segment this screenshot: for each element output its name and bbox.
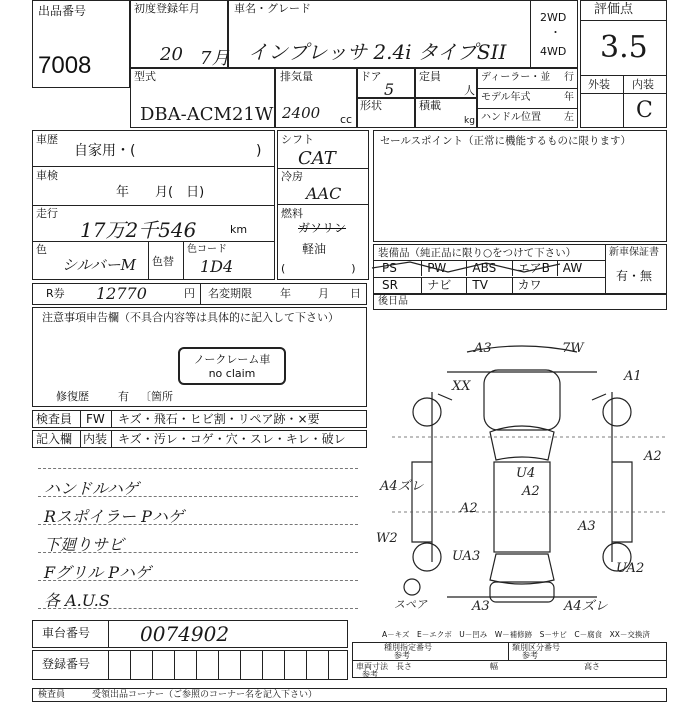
exterior-label: 外装 xyxy=(588,78,610,91)
post-fit-label: 後日品 xyxy=(378,296,408,307)
mark-4: XX xyxy=(452,379,471,394)
mark-15: A4ズレ xyxy=(564,599,608,614)
shape-label: 形状 xyxy=(360,99,382,112)
legend: A－キズ E－エクボ U－凹み W－補修跡 S－サビ C－腐食 XX－交換済 xyxy=(382,630,650,639)
stamp-line-2: no claim xyxy=(208,367,256,380)
mileage-value: 17万2千546 xyxy=(80,218,197,242)
post-fit-box xyxy=(373,294,667,310)
shift-value: CAT xyxy=(298,148,336,169)
load-label: 積載 xyxy=(419,99,441,112)
mark-5: A2 xyxy=(644,449,662,464)
fuel-gas: ガソリン xyxy=(298,221,347,235)
name-change-label: 名変期限 xyxy=(208,287,252,300)
shift-label: シフト xyxy=(281,133,314,146)
fuel-label: 燃料 xyxy=(281,207,303,220)
spec-ref: 参考 xyxy=(394,651,410,660)
registration-label: 登録番号 xyxy=(42,657,91,671)
equipment-strike xyxy=(370,258,570,278)
right-side xyxy=(612,392,632,562)
mark-8: A2 xyxy=(522,484,540,499)
model-year-unit: 年 xyxy=(564,92,574,103)
inspector-label: 検査員 xyxy=(36,412,73,426)
history-value: 自家用・( xyxy=(74,143,136,159)
mileage-label: 走行 xyxy=(36,207,58,220)
handle-label: ハンドル位置 xyxy=(481,112,541,123)
mirror-r xyxy=(592,394,606,400)
equipment-title: 装備品（純正品に限り○をつけて下さい） xyxy=(378,247,577,259)
recycle-label: R券 xyxy=(46,287,65,300)
ac-value: AAC xyxy=(306,184,342,203)
first-reg-month: 7月 xyxy=(200,48,230,69)
displacement-value: 2400 xyxy=(282,104,321,122)
repair-label: 修復歴 xyxy=(56,390,89,403)
chassis-label: 車台番号 xyxy=(42,626,91,640)
wheel-rl xyxy=(413,543,441,571)
front-windshield xyxy=(490,426,554,460)
equipment-item-bottom-0: SR xyxy=(382,278,398,292)
lot-number: 7008 xyxy=(38,52,92,79)
entry-text: キズ・汚レ・コゲ・穴・スレ・キレ・破レ xyxy=(118,432,346,446)
interior-value: C xyxy=(636,98,653,123)
equipment-item-top-2: ABS xyxy=(472,261,497,275)
equipment-item-top-1: PW xyxy=(427,261,447,275)
inspector-text: キズ・飛石・ヒビ割・リペア跡・×要 xyxy=(118,412,320,426)
fuel-diesel: 軽油 xyxy=(302,242,327,256)
height-label: 高さ xyxy=(584,662,600,671)
inspector-bottom: 検査員 xyxy=(38,690,66,700)
grade-value: 3.5 xyxy=(600,30,648,65)
model-year-label: モデル年式 xyxy=(481,92,531,103)
doors-value: 5 xyxy=(384,80,395,99)
mark-9: A2 xyxy=(460,501,478,516)
drive-4wd: 4WD xyxy=(540,45,567,58)
handle-unit: 左 xyxy=(564,112,574,123)
hood xyxy=(484,370,560,430)
color-label: 色 xyxy=(36,243,47,256)
mark-3: A1 xyxy=(624,369,642,384)
history-label: 車歴 xyxy=(36,133,58,146)
repair-place: 〔箇所 xyxy=(140,390,173,403)
interior-label: 内装 xyxy=(632,78,654,91)
handwritten-line: ハンドルハゲ xyxy=(44,479,139,498)
inspection-label: 車検 xyxy=(36,169,58,182)
load-unit: kg xyxy=(464,116,475,126)
displacement-label: 排気量 xyxy=(280,70,313,83)
grade-label: 評価点 xyxy=(594,2,634,17)
car-name-label: 車名・グレード xyxy=(234,2,311,15)
recycle-value: 12770 xyxy=(96,284,147,303)
mark-11: W2 xyxy=(376,531,398,546)
mileage-unit: km xyxy=(230,223,248,236)
mark-12: A3 xyxy=(578,519,596,534)
warranty-value: 有・無 xyxy=(616,269,653,283)
model-value: DBA-ACM21W xyxy=(140,104,274,125)
spare-tire xyxy=(404,579,420,595)
handwritten-notes xyxy=(40,476,360,616)
mirror-l xyxy=(438,394,452,400)
mark-7: U4 xyxy=(516,466,536,481)
handwritten-line: 下廻りサビ xyxy=(44,535,125,554)
mark-14: A3 xyxy=(472,599,490,614)
handwritten-line: Rスポイラー Pハゲ xyxy=(44,507,184,526)
equipment-item-top-4: AW xyxy=(562,261,583,275)
handwritten-line: Fグリル Pハゲ xyxy=(44,563,151,582)
name-change-day: 日 xyxy=(350,287,361,300)
color-code-value: 1D4 xyxy=(200,257,234,276)
mark-13: UA2 xyxy=(616,561,645,576)
category-label: 類別区分番号 xyxy=(512,643,560,652)
first-reg-year: 20 xyxy=(160,44,183,65)
model-label: 型式 xyxy=(134,70,156,83)
capacity-label: 定員 xyxy=(419,70,441,83)
stamp-line-1: ノークレーム車 xyxy=(193,353,271,366)
entry-int: 内装 xyxy=(83,432,108,446)
wheel-fr xyxy=(603,398,631,426)
color-code-label: 色コード xyxy=(187,244,227,255)
mark-6: A4ズレ xyxy=(380,479,424,494)
inspection-text: 年 月( 日) xyxy=(116,185,205,200)
damage-diagram xyxy=(372,312,672,617)
size-label: 車両寸法 xyxy=(356,662,388,671)
no-claim-stamp xyxy=(178,347,286,385)
dealer-label: ディーラー・並 xyxy=(481,72,551,83)
warranty-label: 新車保証書 xyxy=(609,247,659,258)
recycle-unit: 円 xyxy=(184,287,195,300)
equipment-item-bottom-1: ナビ xyxy=(427,278,452,292)
spare-label: スペア xyxy=(394,598,427,611)
equipment-row-2 xyxy=(376,279,602,293)
doors-label: ドア xyxy=(360,70,382,83)
lot-label: 出品番号 xyxy=(38,4,87,18)
equipment-item-bottom-2: TV xyxy=(472,278,488,292)
bottom-note: 受領出品コーナー（ご参照のコーナー名を記入下さい） xyxy=(92,690,318,700)
category-ref: 参考 xyxy=(522,651,538,660)
chassis-value: 0074902 xyxy=(140,622,230,646)
spec-label: 種別指定番号 xyxy=(384,643,432,652)
equipment-item-bottom-3: カワ xyxy=(517,278,542,292)
sales-point-title: セールスポイント（正常に機能するものに限ります） xyxy=(380,135,632,147)
name-change-year: 年 xyxy=(280,287,291,300)
trunk xyxy=(490,582,554,602)
width-label: 幅 xyxy=(490,662,498,671)
equipment-item-top-3: エアB xyxy=(517,261,550,275)
car-name: インプレッサ 2.4i タイプSII xyxy=(248,40,507,64)
fuel-paren: ( ) xyxy=(281,262,356,275)
drive-2wd: 2WD xyxy=(540,11,567,24)
entry-label: 記入欄 xyxy=(36,432,73,446)
mark-1: A3 xyxy=(474,341,492,356)
mark-2: 7W xyxy=(562,341,584,356)
drive-dot: ・ xyxy=(550,26,561,39)
first-reg-label: 初度登録年月 xyxy=(134,2,200,15)
color-value: シルバーM xyxy=(62,256,136,274)
displacement-unit: cc xyxy=(340,113,353,126)
ac-label: 冷房 xyxy=(281,170,303,183)
inspector-fw: FW xyxy=(86,412,105,426)
equipment-item-top-0: PS xyxy=(382,261,397,275)
color-change-label: 色替 xyxy=(152,255,174,268)
history-close: ) xyxy=(256,143,262,159)
notes-title: 注意事項申告欄（不具合内容等は具体的に記入して下さい） xyxy=(42,311,339,324)
dealer-unit: 行 xyxy=(564,72,574,83)
repair-value: 有 xyxy=(118,390,129,403)
handwritten-line: 各 A.U.S xyxy=(44,591,110,610)
rear-windshield xyxy=(490,554,554,584)
size-ref: 参考 xyxy=(362,670,378,679)
length-label: 長さ xyxy=(396,662,412,671)
name-change-month: 月 xyxy=(318,287,329,300)
mark-10: UA3 xyxy=(452,549,481,564)
left-side xyxy=(412,392,432,562)
wheel-fl xyxy=(413,398,441,426)
capacity-unit: 人 xyxy=(464,84,475,97)
